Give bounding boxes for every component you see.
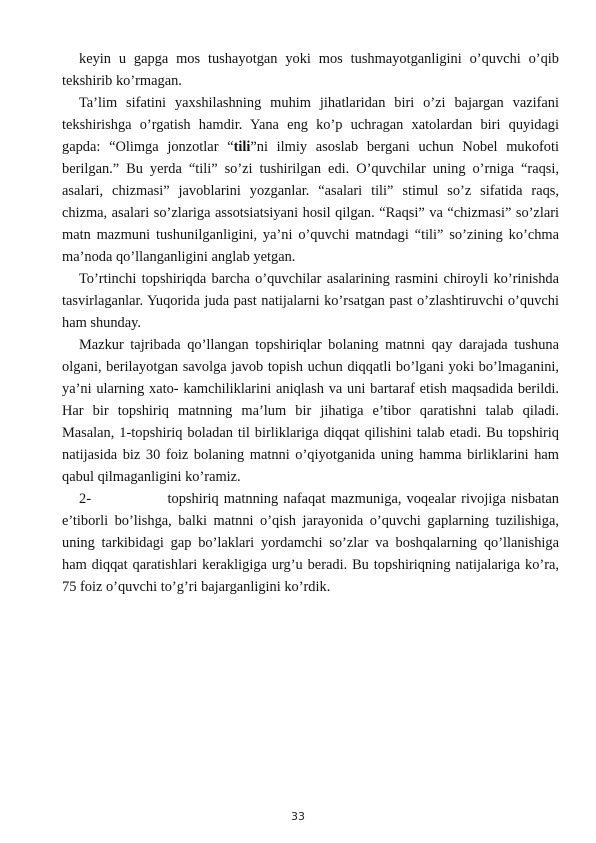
paragraph-text: ”ni ilmiy asoslab bergani uchun Nobel mukofoti berilgan.” Bu yerda “tili” so’zi tushirilgan edi. O’quvchilar uning o’rniga “raqsi, asalari, chizmasi” javoblarini yozganlar. “asalari tili” stimul so’z sifatida raqs, chizma, asalari so’zlariga assotsiatsiyani hosil qilgan. “Raqsi” va “chizmasi” so’zlari matn mazmuni tushunilganligini, ya’ni o’quvchi matndagi “tili” so’zining ko’chma ma’noda qo’llanganligini anglab yetgan. — [62, 139, 559, 265]
bold-term: tili — [233, 139, 251, 155]
paragraph-text: 2- topshiriq matnning nafaqat mazmuniga, voqealar rivojiga nisbatan e’tiborli bo’lishga, balki matnni o’qish jarayonida o’quvchi gaplarning tuzilishiga, uning tarkibidagi gap bo’laklari yordamchi so’zlar va boshqalarning qo’llanishiga ham diqqat qaratishlari kerakligiga urg’u beradi. Bu topshiriqning natijalariga ko’ra, 75 foiz o’quvchi to’g’ri bajarganligini ko’rdik. — [62, 491, 559, 595]
paragraph — [62, 268, 559, 334]
document-body — [62, 48, 559, 598]
paragraph — [62, 48, 559, 92]
paragraph — [62, 92, 559, 268]
paragraph-text: Ta’lim sifatini yaxshilashning muhim jihatlaridan biri o’zi bajargan vazifani tekshirishga o’rgatish hamdir. Yana eng ko’p uchragan xatolardan biri quyidagi gapda: “Olimga jonzotlar “ — [62, 95, 559, 155]
page-number: 33 — [291, 810, 305, 823]
paragraph-text: To’rtinchi topshiriqda barcha o’quvchilar asalarining rasmini chiroyli ko’rinishda tasvirlaganlar. Yuqorida juda past natijalarni ko’rsatgan past o’zlashtiruvchi o’quvchi ham shunday. — [62, 271, 559, 331]
paragraph — [62, 488, 559, 598]
paragraph-text: Mazkur tajribada qo’llangan topshiriqlar bolaning matnni qay darajada tushuna olgani, berilayotgan savolga javob topish uchun diqqatli bo’lgani yoki bo’lmaganini, ya’ni ularning xato- kamchiliklarini aniqlash va uni bartaraf etish maqsadida berildi. Har bir topshiriq matnning ma’lum bir jihatiga e’tibor qaratishni talab qiladi. Masalan, 1-topshiriq boladan til birliklariga diqqat qilishini talab etadi. Bu topshiriq natijasida biz 30 foiz bolaning matnni o’qiyotganida uning hamma birliklarini ham qabul qilmaganligini ko’ramiz. — [62, 337, 559, 485]
paragraph-text: keyin u gapga mos tushayotgan yoki mos tushmayotganligini o’quvchi o’qib tekshirib ko’rmagan. — [62, 51, 559, 89]
paragraph — [62, 334, 559, 488]
